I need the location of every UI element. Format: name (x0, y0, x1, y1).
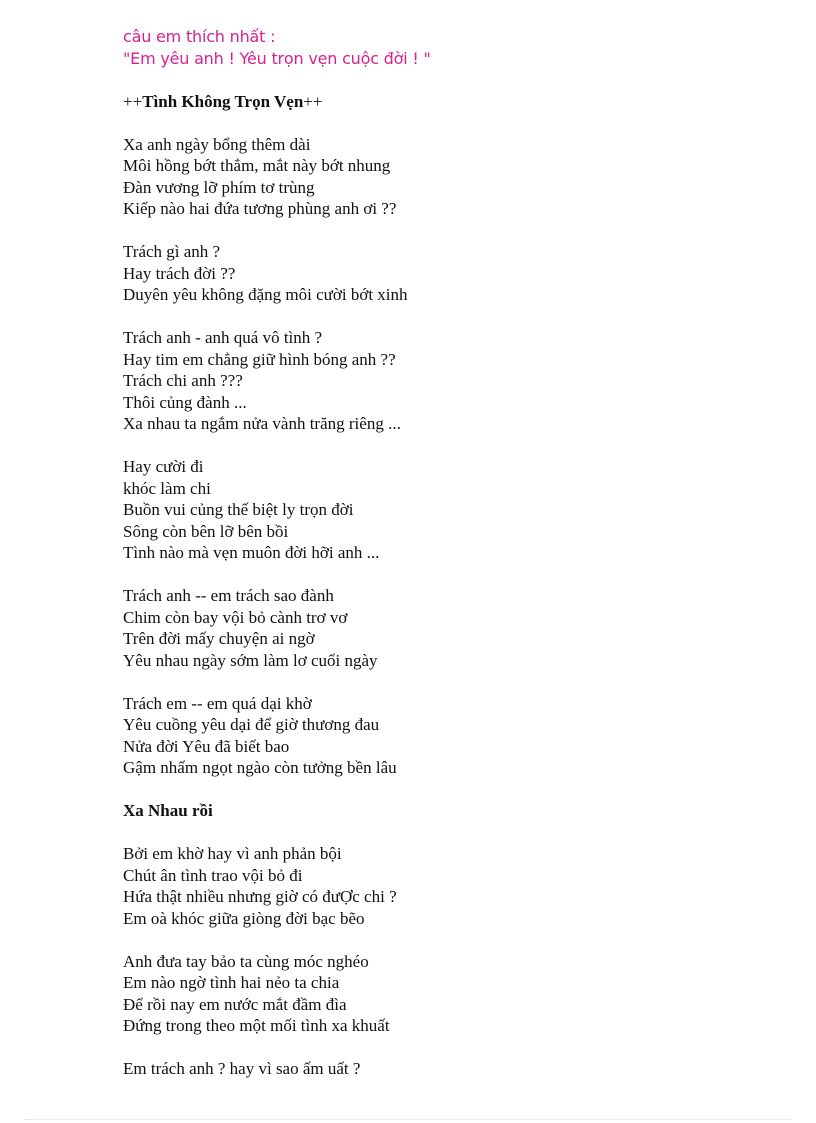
poem-line: khóc làm chi (123, 478, 211, 498)
document-page (123, 26, 783, 1080)
poem-line: Hứa thật nhiều nhưng giờ có đưỢc chi ? (123, 887, 397, 906)
quote-intro: câu em thích nhất : (123, 27, 276, 46)
poem-line: Xa anh ngày bổng thêm dài (123, 134, 311, 154)
poem-line: Trách anh - anh quá vô tình ? (123, 328, 323, 347)
stanza-7 (123, 843, 783, 929)
poem-line: Trách gì anh ? (123, 242, 221, 261)
poem-line: Em nào ngờ tình hai nẻo ta chia (123, 973, 340, 992)
quote-text: "Em yêu anh ! Yêu trọn vẹn cuộc đời ! " (123, 48, 431, 68)
poem-line: Hay tim em chẳng giữ hình bóng anh ?? (123, 349, 396, 369)
poem-line: Sông còn bên lỡ bên bồi (123, 521, 289, 541)
poem-line: Buồn vui củng thế biệt ly trọn đời (123, 500, 354, 519)
title-suffix: ++ (303, 91, 323, 111)
page-bottom-divider (24, 1119, 792, 1120)
stanza-4 (123, 456, 783, 564)
title-prefix: ++ (123, 91, 143, 111)
poem-line: Hay cười đi (123, 457, 204, 476)
poem-line: Yêu cuồng yêu dại để giờ thương đau (123, 715, 380, 734)
poem-line: Bởi em khờ hay vì anh phản bội (123, 844, 342, 863)
poem-line: Trách chi anh ??? (123, 371, 243, 390)
poem-line: Thôi củng đành ... (123, 392, 247, 412)
poem-line: Yêu nhau ngày sớm làm lơ cuối ngày (123, 650, 378, 670)
stanza-6 (123, 693, 783, 779)
poem-line: Đứng trong theo một mối tình xa khuất (123, 1016, 390, 1035)
poem-line: Nửa đời Yêu đã biết bao (123, 736, 290, 756)
poem-line: Trên đời mấy chuyện ai ngờ (123, 629, 315, 648)
poem-line: Trách em -- em quá dại khờ (123, 693, 312, 713)
stanza-8 (123, 951, 783, 1037)
poem-line: Kiếp nào hai đứa tương phùng anh ơi ?? (123, 199, 397, 218)
poem-line: Em oà khóc giữa giòng đời bạc bẽo (123, 908, 365, 928)
section-heading: Xa Nhau rồi (123, 801, 213, 820)
poem-line: Để rồi nay em nước mắt đầm đìa (123, 994, 347, 1014)
poem-line: Tình nào mà vẹn muôn đời hỡi anh ... (123, 543, 380, 562)
stanza-5 (123, 585, 783, 671)
poem-line: Môi hồng bớt thắm, mắt này bớt nhung (123, 156, 391, 175)
poem-line: Duyên yêu không đặng môi cười bớt xinh (123, 285, 408, 304)
poem-line: Hay trách đời ?? (123, 263, 236, 283)
stanza-2 (123, 241, 783, 306)
title-text: Tình Không Trọn Vẹn (142, 91, 304, 111)
stanza-1 (123, 134, 783, 220)
favorite-quote (123, 26, 783, 69)
closing-line: Em trách anh ? hay vì sao ấm uất ? (123, 1059, 361, 1078)
poem-line: Anh đưa tay bảo ta cùng móc nghéo (123, 951, 369, 971)
poem (123, 91, 783, 1080)
poem-line: Chút ân tình trao vội bỏ đi (123, 865, 303, 885)
poem-line: Xa nhau ta ngắm nửa vành trăng riêng ... (123, 414, 401, 433)
poem-line: Đàn vương lỡ phím tơ trùng (123, 177, 315, 197)
poem-line: Trách anh -- em trách sao đành (123, 586, 334, 605)
poem-title (123, 91, 783, 113)
poem-line: Gậm nhấm ngọt ngào còn tưởng bền lâu (123, 758, 397, 777)
stanza-3 (123, 327, 783, 435)
poem-line: Chim còn bay vội bỏ cành trơ vơ (123, 607, 348, 627)
